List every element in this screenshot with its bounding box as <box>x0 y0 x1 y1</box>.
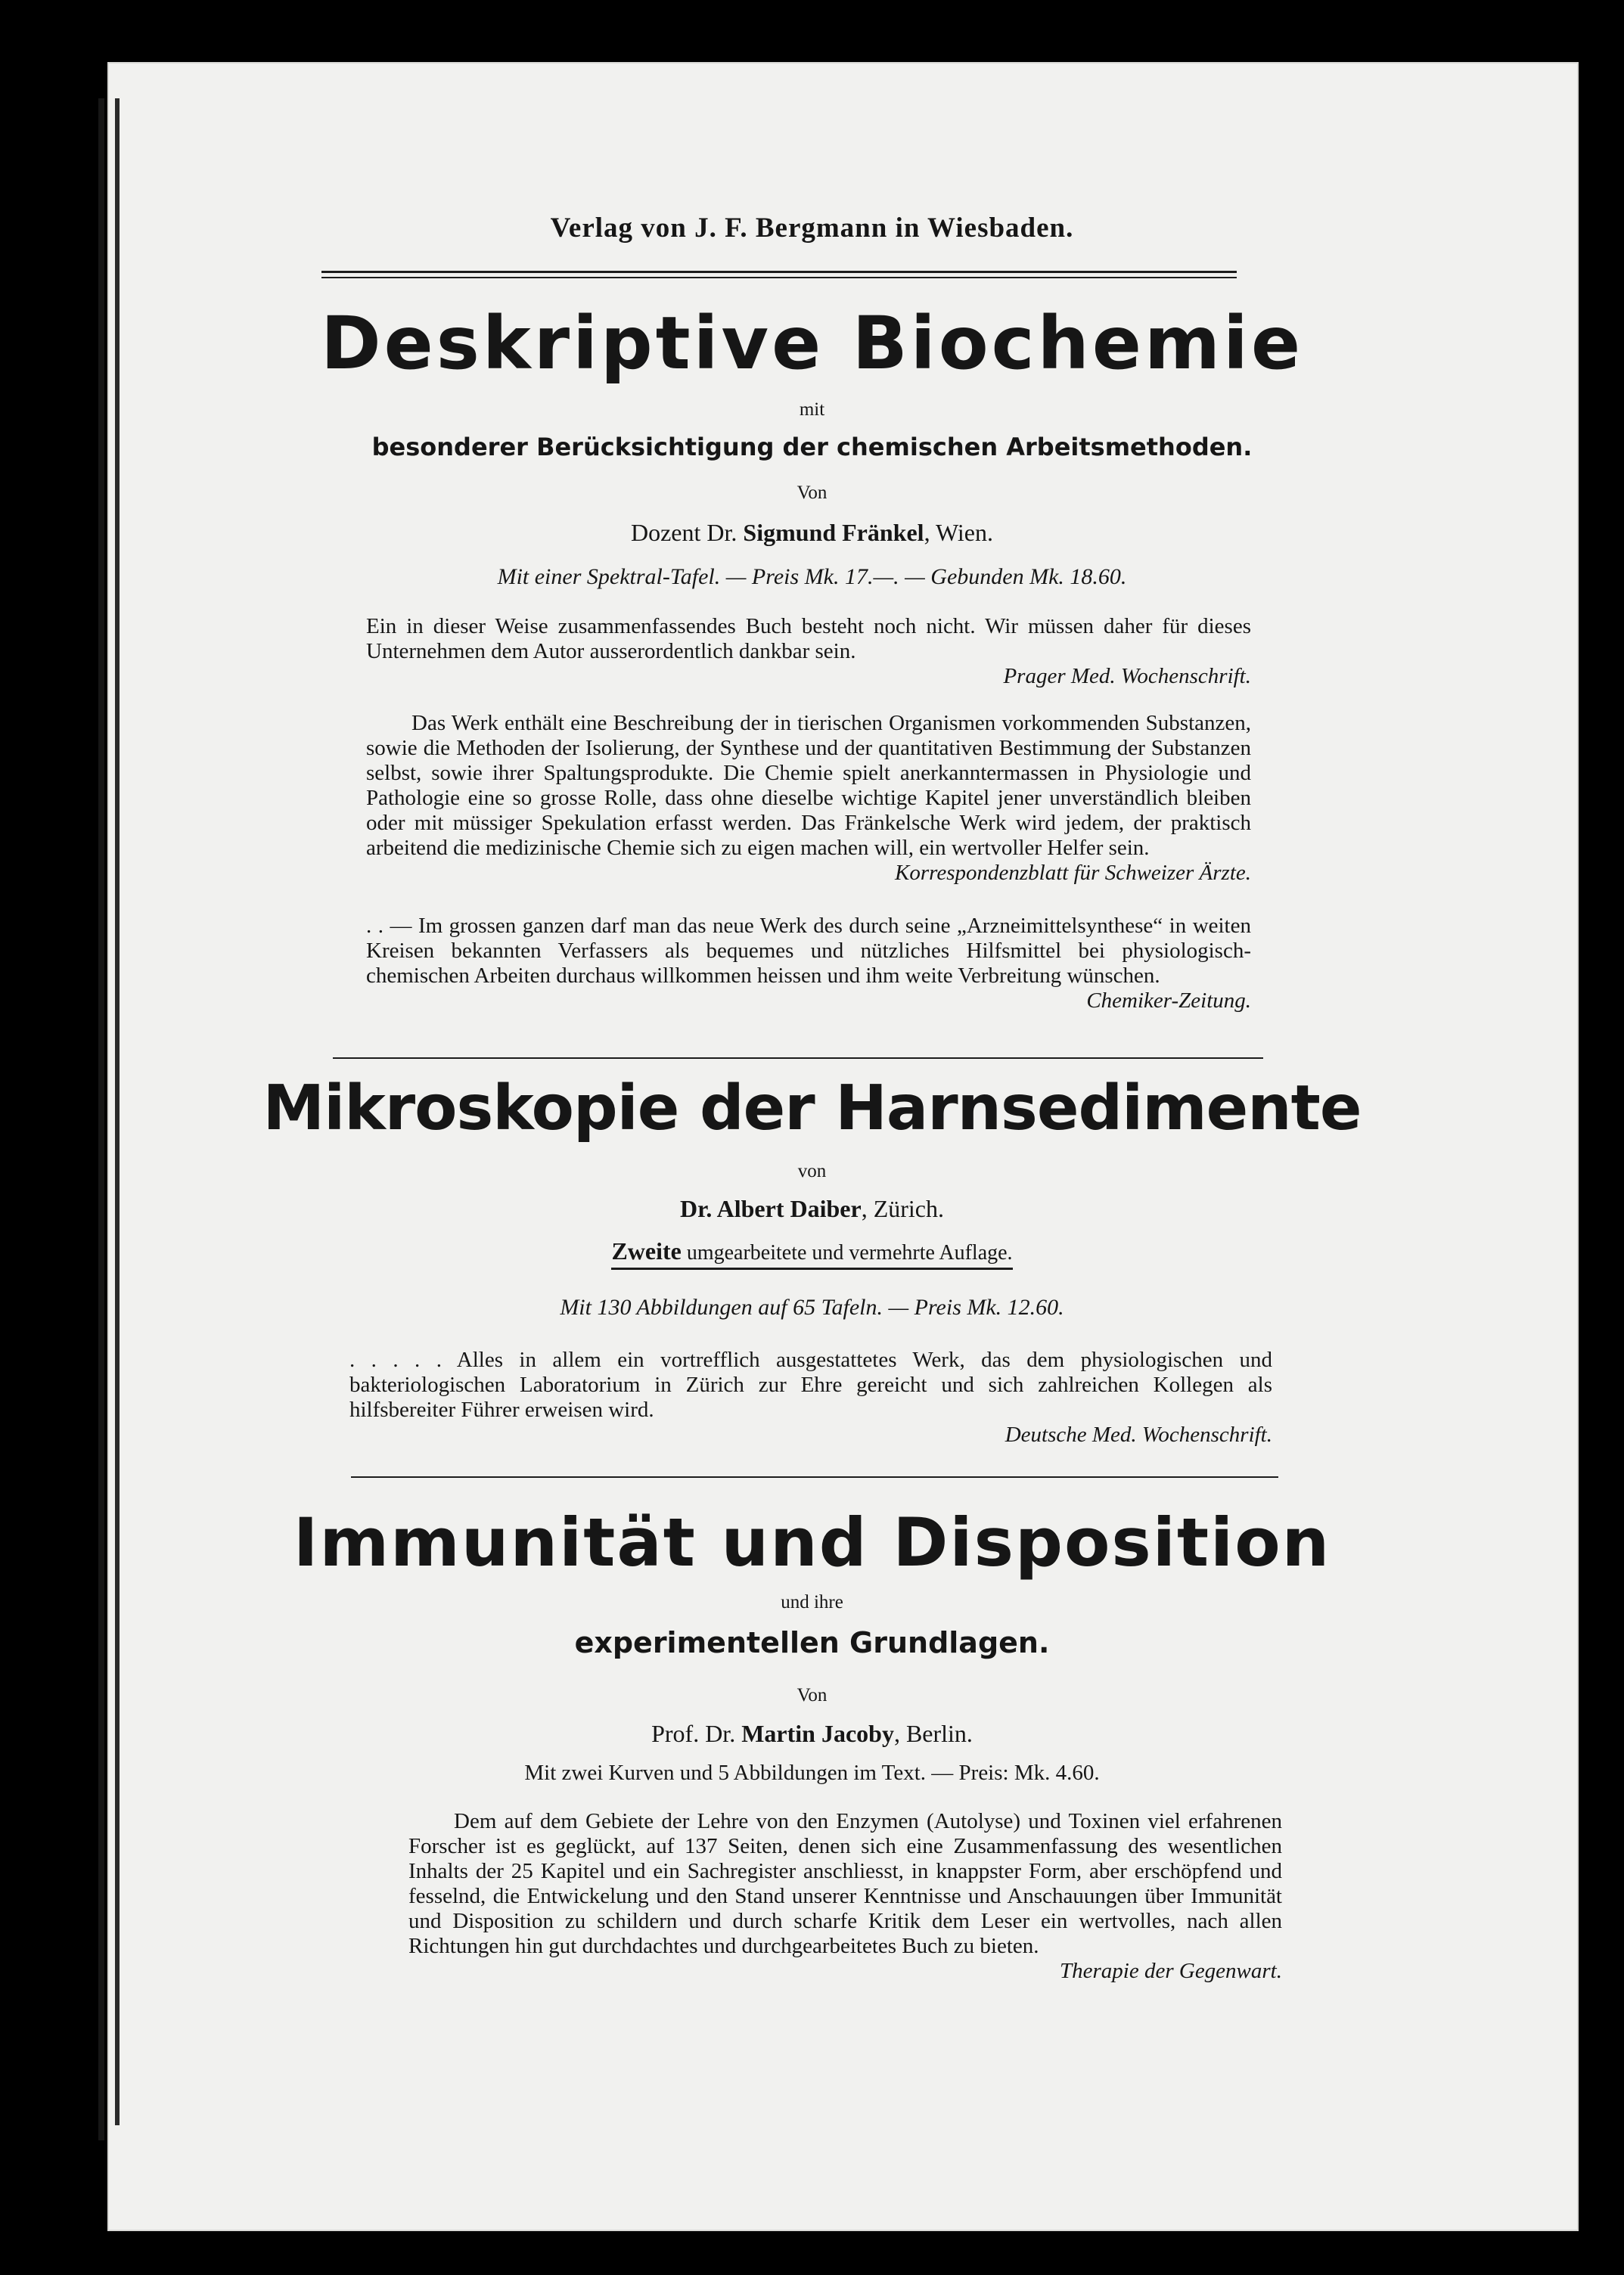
book1-title: Deskriptive Biochemie <box>320 301 1304 386</box>
book3-und-ihre: und ihre <box>781 1592 843 1612</box>
book1-author <box>0 519 1624 547</box>
publisher-line: Verlag von J. F. Bergmann in Wiesbaden. <box>550 213 1074 244</box>
book3-author <box>0 1720 1624 1748</box>
book1-mit: mit <box>799 399 825 420</box>
book2-edition-underline <box>611 1237 1013 1270</box>
book2-title: Mikroskopie der Harnsedimente <box>262 1072 1362 1144</box>
book3-review-source: Therapie der Gegenwart. <box>1060 1959 1282 1983</box>
book1-review1 <box>366 614 1251 689</box>
book2-von: von <box>797 1161 827 1181</box>
book2-author-suffix: , Zürich. <box>861 1195 944 1222</box>
book1-review3-source: Chemiker-Zeitung. <box>1086 989 1251 1013</box>
book1-von: Von <box>796 483 828 503</box>
book2-edition <box>0 1237 1624 1265</box>
book3-author-suffix: , Berlin. <box>893 1720 973 1747</box>
top-rule <box>321 271 1237 273</box>
book1-price: Mit einer Spektral-Tafel. — Preis Mk. 17.—. — Gebunden Mk. 18.60. <box>497 564 1127 589</box>
book2-price: Mit 130 Abbildungen auf 65 Tafeln. — Preis Mk. 12.60. <box>560 1295 1064 1320</box>
book3-review <box>408 1809 1282 1984</box>
book1-review2-text: Das Werk enthält eine Beschreibung der in tierischen Organismen vorkommenden Substanzen, sowie die Methoden der Isolierung, der Synthese und der quantitativen Bestimmung der Substanzen selbst, sowie ihrer Spaltungsprodukte. Die Chemie spielt anerkanntermassen in Physiologie und Pathologie eine so grosse Rolle, dass ohne dieselbe wichtige Kapitel jener unverständlich bleiben oder mit müssiger Spekulation erfasst werden. Das Fränkelsche Werk wird jedem, der praktisch arbeitend die medizinische Chemie sich zu eigen machen will, ein wertvoller Helfer sein. <box>366 711 1251 860</box>
book2-edition-rest: umgearbeitete und vermehrte Auflage. <box>686 1241 1013 1265</box>
book3-title: Immunität und Disposition <box>293 1504 1331 1581</box>
book2-author-name: Dr. Albert Daiber <box>680 1195 862 1222</box>
book1-review3 <box>366 914 1251 1013</box>
divider-1 <box>333 1057 1263 1059</box>
book1-review1-source: Prager Med. Wochenschrift. <box>1003 664 1251 688</box>
book2-edition-bold: Zweite <box>611 1237 682 1265</box>
book3-subtitle: experimentellen Grundlagen. <box>574 1626 1050 1659</box>
book3-price: Mit zwei Kurven und 5 Abbildungen im Text. — Preis: Mk. 4.60. <box>524 1761 1100 1785</box>
book1-subtitle: besonderer Berücksichtigung der chemischen Arbeitsmethoden. <box>371 433 1253 461</box>
divider-2 <box>351 1476 1278 1478</box>
book1-author-prefix: Dozent Dr. <box>630 519 737 546</box>
book2-review <box>349 1348 1272 1448</box>
book1-review3-text: . . — Im grossen ganzen darf man das neue Werk des durch seine „Arzneimittelsynthese“ in weiten Kreisen bekannten Verfassers als bequemes und nützliches Hilfsmittel bei physiologisch-chemischen Arbeiten durchaus willkommen heissen und ihm weite Verbreitung wünschen. <box>366 914 1251 988</box>
book1-review2 <box>366 711 1251 886</box>
book3-von: Von <box>796 1685 828 1705</box>
book1-review1-text: Ein in dieser Weise zusammenfassendes Buch besteht noch nicht. Wir müssen daher für dieses Unternehmen dem Autor ausserordentlich dankbar sein. <box>366 614 1251 663</box>
book2-author <box>0 1195 1624 1223</box>
top-rule-double <box>321 277 1237 278</box>
book3-author-prefix: Prof. Dr. <box>651 1720 736 1747</box>
book1-author-name: Sigmund Fränkel <box>743 519 924 546</box>
book2-review-text: . . . . . Alles in allem ein vortrefflich ausgestattetes Werk, das dem physiologischen und bakteriologischen Laboratorium in Zürich zur Ehre gereicht und sich zahlreichen Kollegen als hilfsbereiter Führer erweisen wird. <box>349 1348 1272 1422</box>
book1-review2-source: Korrespondenzblatt für Schweizer Ärzte. <box>895 861 1251 885</box>
book3-author-name: Martin Jacoby <box>741 1720 894 1747</box>
book1-author-suffix: , Wien. <box>924 519 993 546</box>
book3-review-text: Dem auf dem Gebiete der Lehre von den Enzymen (Autolyse) und Toxinen viel erfahrenen Forscher ist es geglückt, auf 137 Seiten, denen sich eine Zusammenfassung des wesentlichen Inhalts der 25 Kapitel und ein Sachregister anschliesst, in knappster Form, aber erschöpfend und fesselnd, die Entwickelung und den Stand unserer Kenntnisse und Anschauungen über Immunität und Disposition zu schildern und durch scharfe Kritik dem Leser ein wertvolles, nach allen Richtungen hin gut durchdachtes und durchgearbeitetes Buch zu bieten. <box>408 1809 1282 1958</box>
book2-review-source: Deutsche Med. Wochenschrift. <box>1005 1423 1272 1447</box>
